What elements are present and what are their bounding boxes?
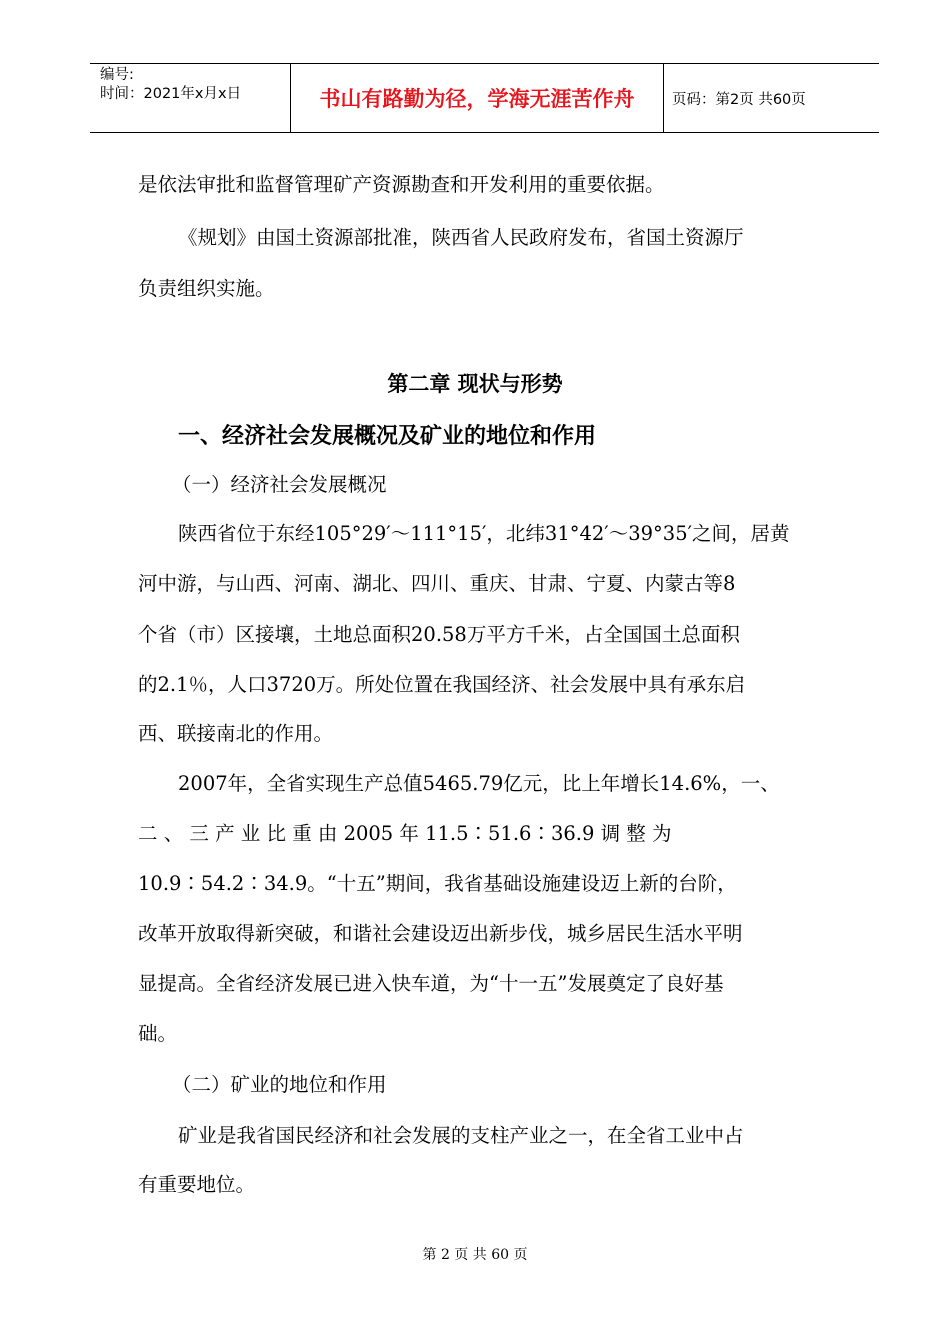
body-line: 负责组织实施。 — [138, 277, 275, 300]
body-line: 有重要地位。 — [138, 1173, 256, 1196]
header-motto: 书山有路勤为径，学海无涯苦作舟 — [319, 87, 635, 111]
header-divider — [663, 64, 664, 132]
body-line: 《规划》由国土资源部批准，陕西省人民政府发布，省国土资源厅 — [178, 226, 744, 249]
body-line: 西、联接南北的作用。 — [138, 722, 334, 745]
body-line: 矿业是我省国民经济和社会发展的支柱产业之一，在全省工业中占 — [178, 1124, 744, 1147]
body-line: 的2.1％，人口3720万。所处位置在我国经济、社会发展中具有承东启 — [138, 673, 746, 696]
body-line: 二 、 三 产 业 比 重 由 2005 年 11.5∶51.6∶36.9 调 整 为 — [138, 822, 672, 845]
page-footer: 第 2 页 共 60 页 — [422, 1247, 528, 1263]
body-line: 改革开放取得新突破，和谐社会建设迈出新步伐，城乡居民生活水平明 — [138, 922, 743, 945]
subsection-heading: （二）矿业的地位和作用 — [172, 1073, 387, 1096]
subsection-heading: （一）经济社会发展概况 — [172, 473, 387, 496]
body-line: 础。 — [138, 1022, 178, 1045]
body-line: 2007年，全省实现生产总值5465.79亿元，比上年增长14.6%，一、 — [178, 772, 780, 795]
body-line: 是依法审批和监督管理矿产资源勘查和开发利用的重要依据。 — [138, 173, 665, 196]
header-meta — [100, 66, 295, 104]
body-line: 个省（市）区接壤，土地总面积20.58万平方千米，占全国国土总面积 — [138, 623, 740, 646]
header-page-number: 页码：第2页 共60页 — [672, 91, 806, 108]
header-number: 编号: — [100, 67, 134, 83]
header-time: 时间：2021年x月x日 — [100, 86, 242, 102]
body-line: 10.9∶54.2∶34.9。“十五”期间，我省基础设施建设迈上新的台阶， — [138, 872, 737, 895]
chapter-title: 第二章 现状与形势 — [387, 372, 563, 396]
page-header — [90, 63, 879, 133]
body-line: 河中游，与山西、河南、湖北、四川、重庆、甘肃、宁夏、内蒙古等8 — [138, 572, 736, 595]
section-title: 一、经济社会发展概况及矿业的地位和作用 — [178, 424, 597, 449]
body-line: 显提高。全省经济发展已进入快车道，为“十一五”发展奠定了良好基 — [138, 972, 724, 995]
body-line: 陕西省位于东经105°29′～111°15′，北纬31°42′～39°35′之间，居黄 — [178, 522, 790, 545]
